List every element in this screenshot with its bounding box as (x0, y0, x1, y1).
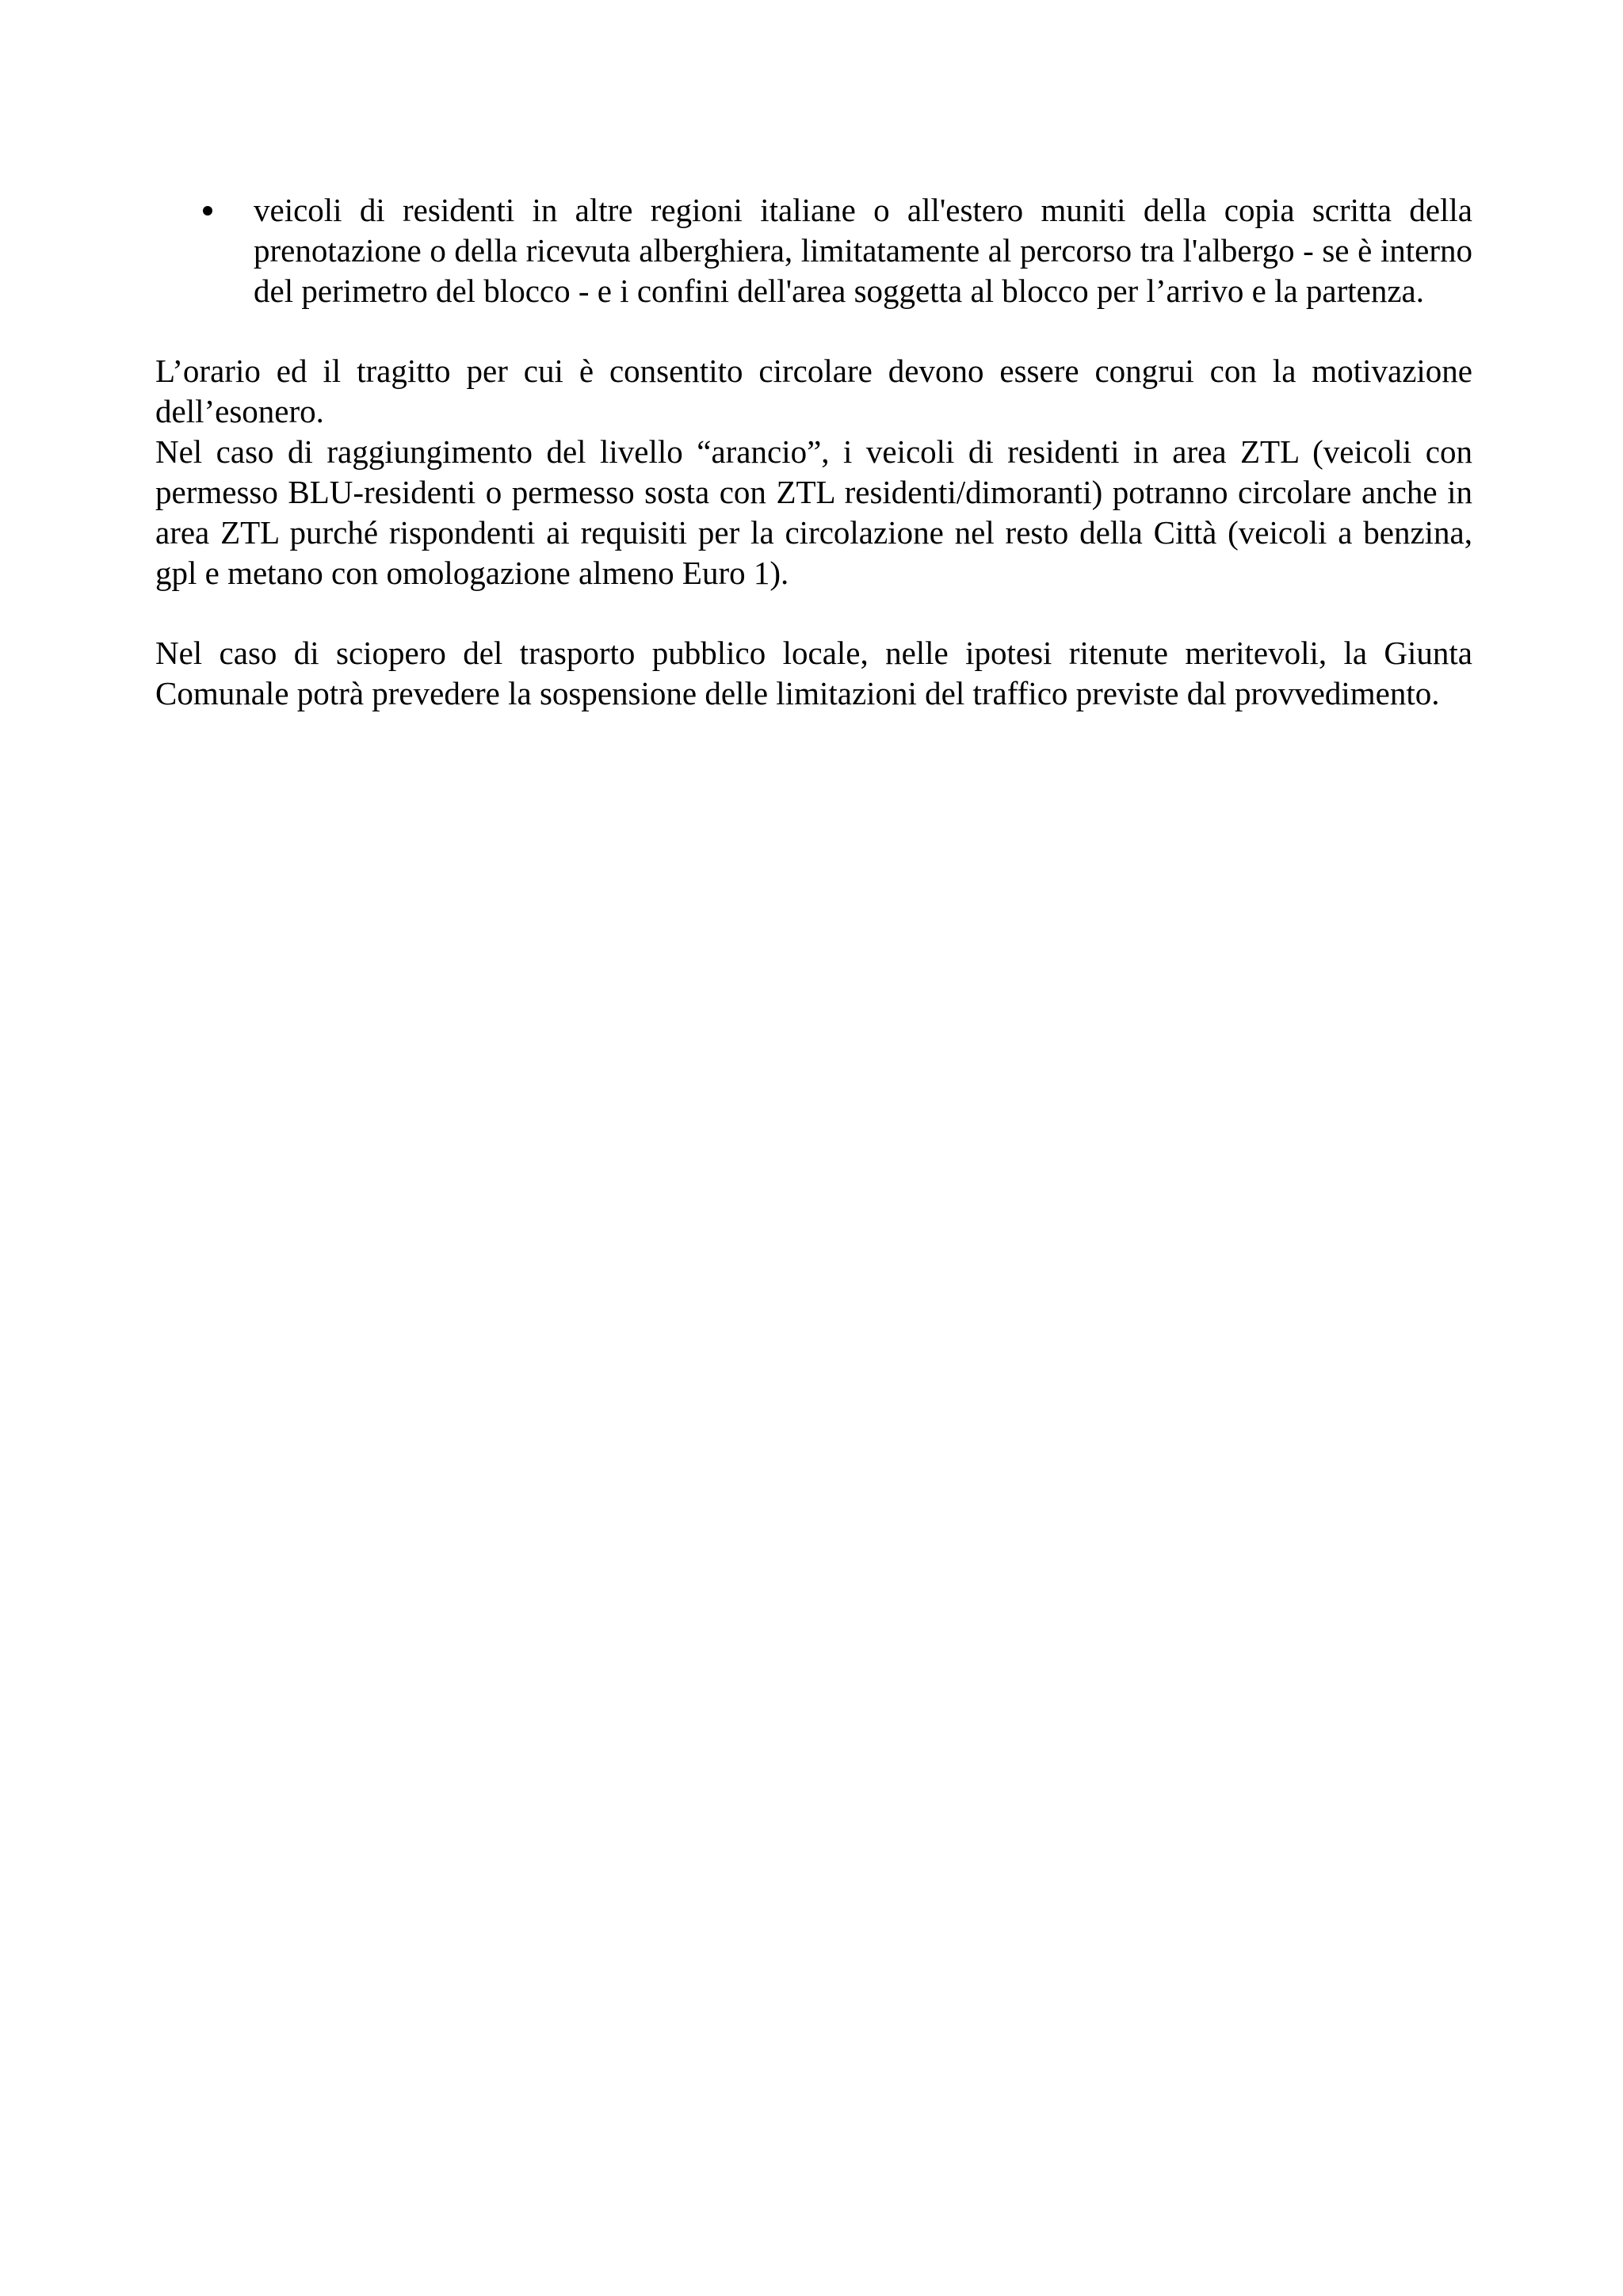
bullet-icon (203, 206, 212, 215)
bullet-list (155, 190, 1472, 311)
paragraph-route-time: L’orario ed il tragitto per cui è consentito circolare devono essere congrui con la motivazione dell’esonero. (155, 353, 1472, 429)
list-item (155, 190, 1472, 311)
document-body (155, 190, 1472, 714)
list-item-text: veicoli di residenti in altre regioni italiane o all'estero muniti della copia scritta della prenotazione o della ricevuta alberghiera, limitatamente al percorso tra l'albergo - se è interno del perimetro del blocco - e i confini dell'area soggetta al blocco per l’arrivo e la partenza. (254, 192, 1472, 309)
paragraph-strike: Nel caso di sciopero del trasporto pubblico locale, nelle ipotesi ritenute meritevoli, la Giunta Comunale potrà prevedere la sospensione delle limitazioni del traffico previste dal provvedimento. (155, 635, 1472, 711)
paragraph-orange-level: Nel caso di raggiungimento del livello “arancio”, i veicoli di residenti in area ZTL (veicoli con permesso BLU-residenti o permesso sosta con ZTL residenti/dimoranti) potranno circolare anche in area ZTL purché rispondenti ai requisiti per la circolazione nel resto della Città (veicoli a benzina, gpl e metano con omologazione almeno Euro 1). (155, 433, 1472, 591)
